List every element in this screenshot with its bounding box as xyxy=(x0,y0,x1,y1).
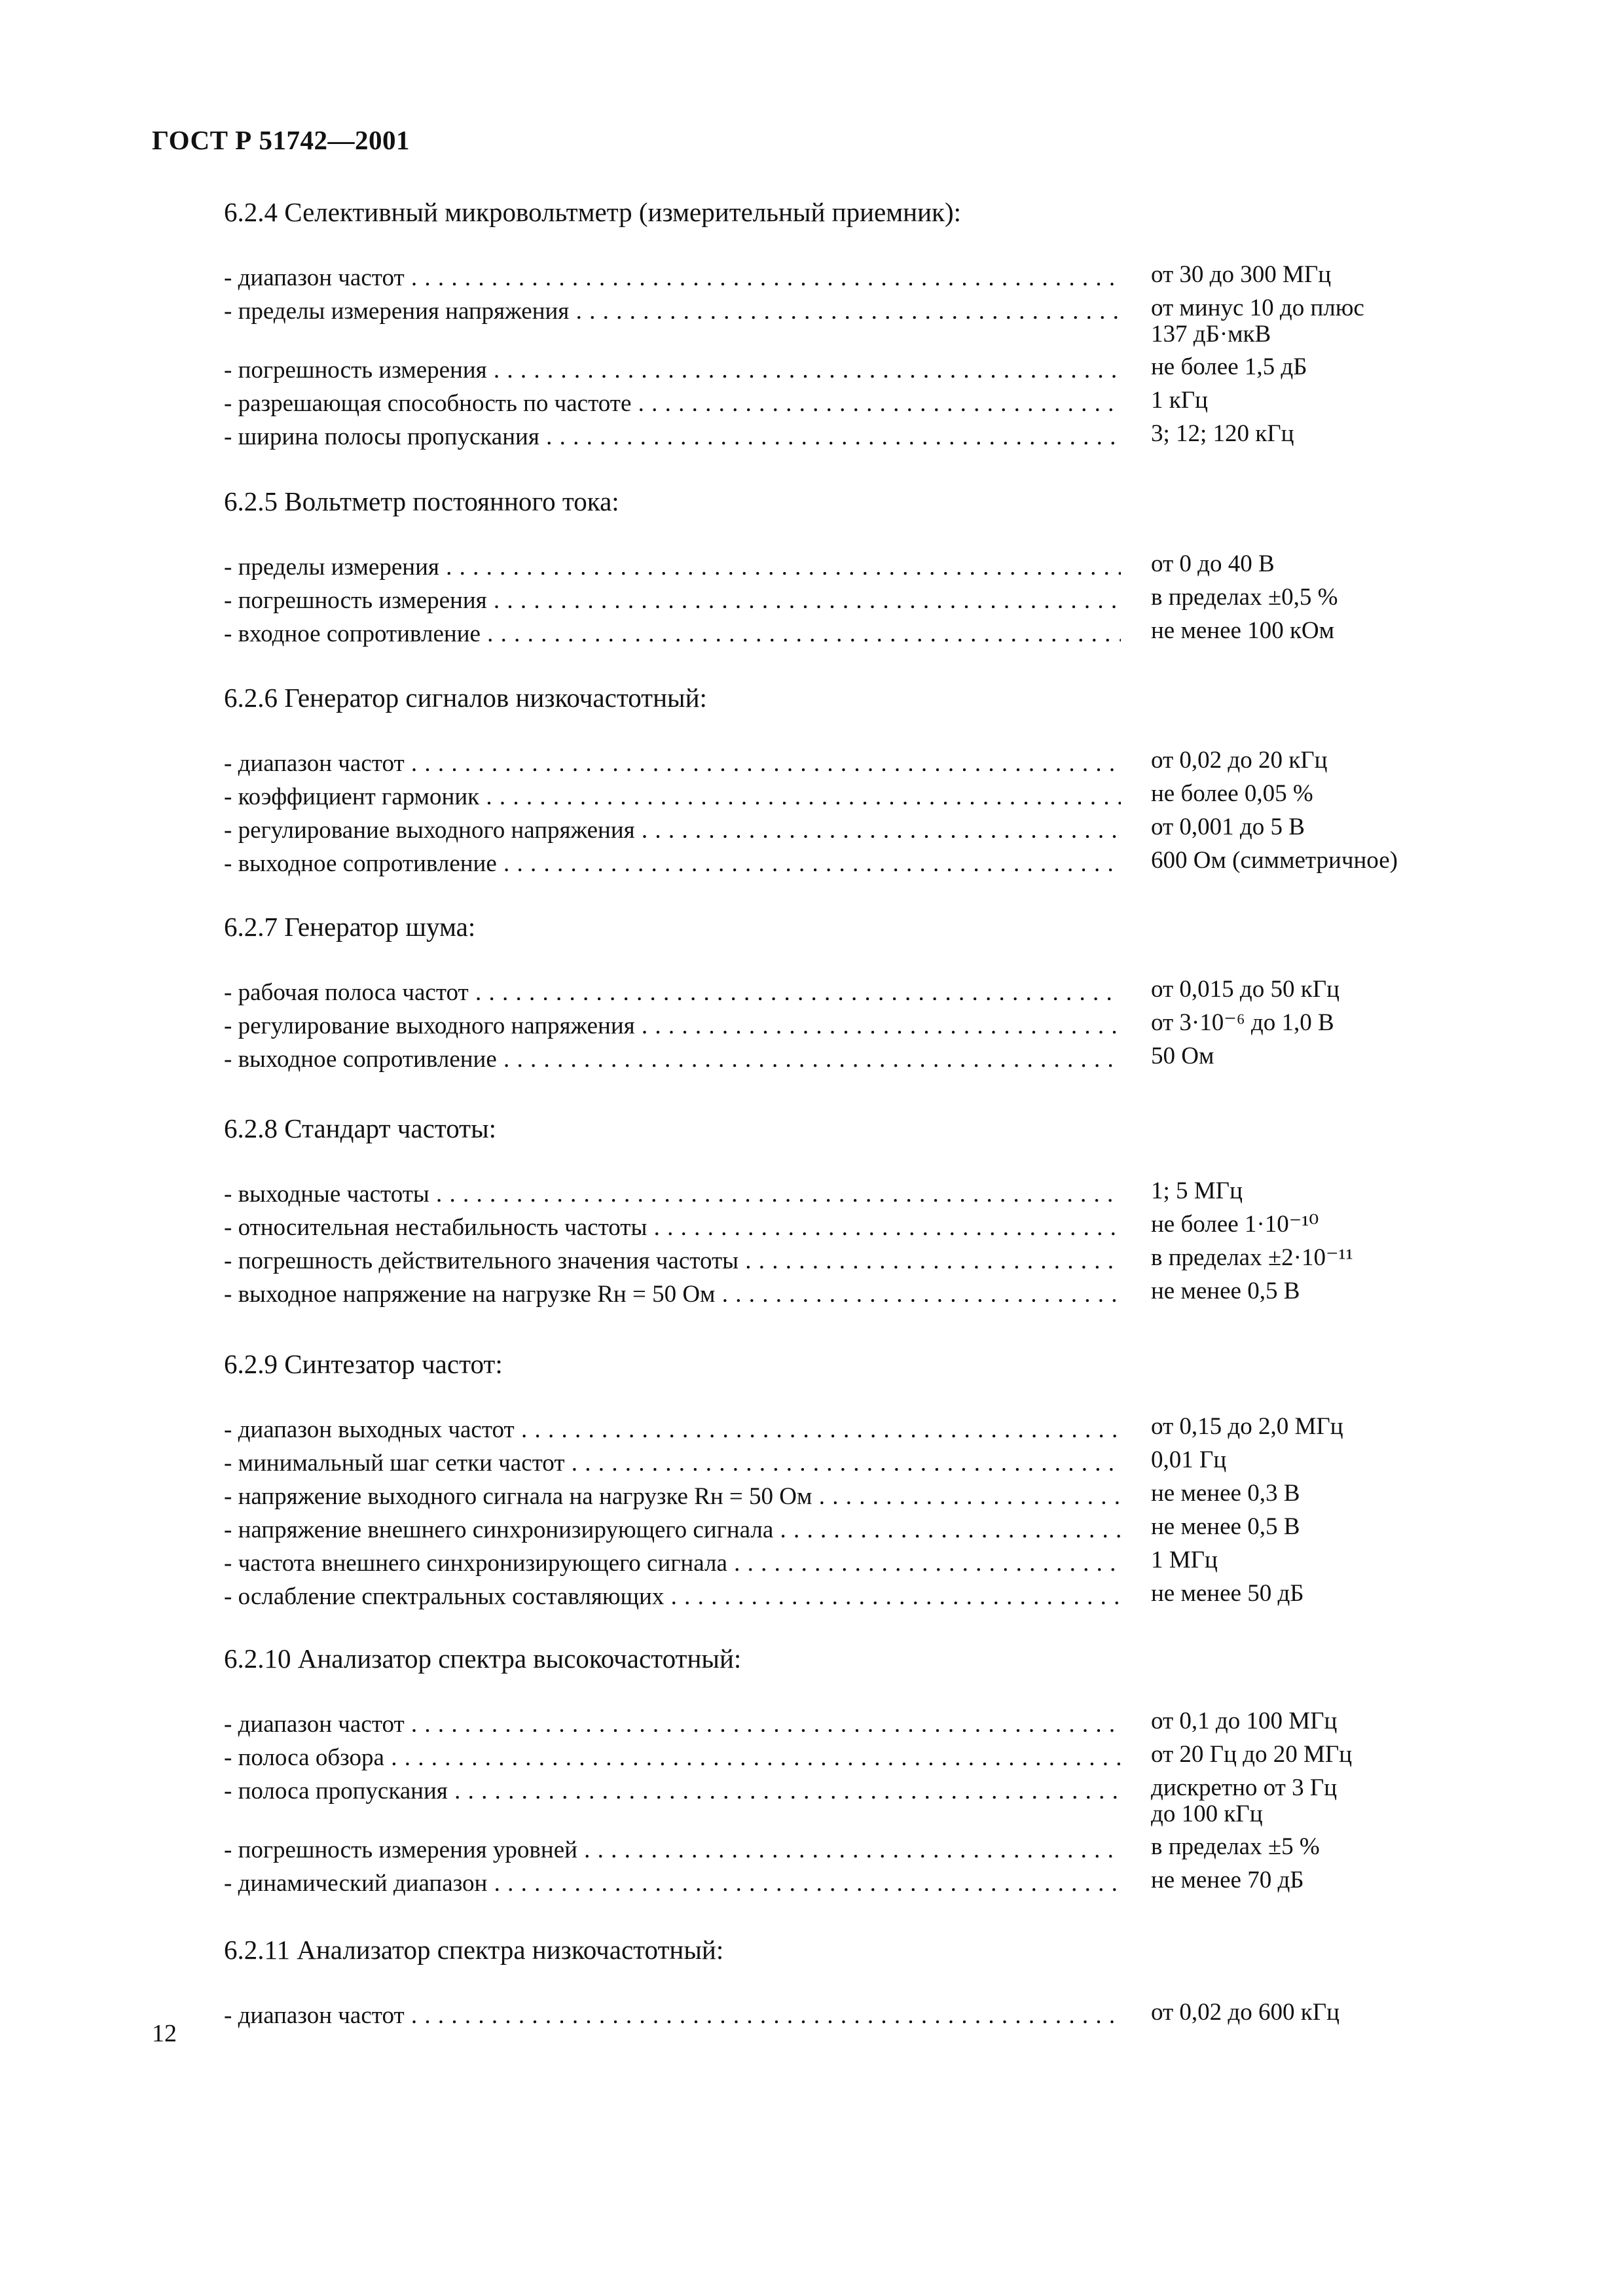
spec-row xyxy=(0,814,1623,847)
spec-value: в пределах ±5 % xyxy=(1151,1833,1320,1860)
spec-value: от 0,02 до 20 кГц xyxy=(1151,747,1328,774)
spec-row xyxy=(0,1245,1623,1278)
spec-label: - относительная нестабильность частоты . . . xyxy=(224,1211,1121,1244)
section-title: 6.2.11 Анализатор спектра низкочастотный: xyxy=(224,1935,724,1965)
spec-row xyxy=(0,781,1623,814)
spec-label: - диапазон частот . . . xyxy=(224,1708,1121,1741)
spec-row xyxy=(0,1480,1623,1513)
section-title: 6.2.7 Генератор шума: xyxy=(224,912,476,942)
spec-value: от 0,015 до 50 кГц xyxy=(1151,976,1340,1003)
spec-label: - полоса пропускания . . . xyxy=(224,1775,1121,1808)
spec-value: от 30 до 300 МГц xyxy=(1151,261,1332,288)
spec-row xyxy=(0,1178,1623,1211)
spec-row xyxy=(0,1043,1623,1076)
spec-label: - регулирование выходного напряжения . . . xyxy=(224,814,1121,847)
spec-label: - напряжение выходного сигнала на нагрузке Rн = 50 Ом . . . xyxy=(224,1480,1121,1513)
spec-row xyxy=(0,1867,1623,1900)
spec-label: - выходные частоты . . . xyxy=(224,1178,1121,1211)
spec-row xyxy=(0,1834,1623,1867)
spec-value: 3; 12; 120 кГц xyxy=(1151,420,1294,447)
spec-value: от минус 10 до плюс 137 дБ·мкВ xyxy=(1151,295,1364,348)
spec-label: - ширина полосы пропускания . . . xyxy=(224,421,1121,454)
spec-value: не менее 0,5 В xyxy=(1151,1513,1300,1540)
spec-row xyxy=(0,1447,1623,1480)
spec-value: 50 Ом xyxy=(1151,1043,1214,1069)
spec-value: не более 1,5 дБ xyxy=(1151,353,1307,380)
spec-row xyxy=(0,977,1623,1009)
spec-label: - погрешность действительного значения частоты . . . xyxy=(224,1245,1121,1278)
spec-value: 1 кГц xyxy=(1151,387,1208,414)
spec-row xyxy=(0,262,1623,295)
spec-row xyxy=(0,1414,1623,1446)
spec-value: не менее 0,5 В xyxy=(1151,1278,1300,1304)
spec-value: 0,01 Гц xyxy=(1151,1446,1227,1473)
spec-row xyxy=(0,1581,1623,1613)
spec-label: - выходное сопротивление . . . xyxy=(224,1043,1121,1076)
spec-value: 1 МГц xyxy=(1151,1547,1218,1573)
spec-label: - рабочая полоса частот . . . xyxy=(224,977,1121,1009)
section-title: 6.2.9 Синтезатор частот: xyxy=(224,1349,503,1379)
spec-row xyxy=(0,848,1623,880)
document-header: ГОСТ Р 51742—2001 xyxy=(152,125,410,155)
spec-row xyxy=(0,1742,1623,1774)
spec-label: - погрешность измерения . . . xyxy=(224,584,1121,617)
spec-row xyxy=(0,1010,1623,1043)
spec-label: - полоса обзора . . . xyxy=(224,1742,1121,1774)
spec-row xyxy=(0,387,1623,420)
spec-value: 1; 5 МГц xyxy=(1151,1177,1243,1204)
spec-label: - погрешность измерения . . . xyxy=(224,354,1121,387)
spec-row xyxy=(0,1211,1623,1244)
spec-label: - выходное сопротивление . . . xyxy=(224,848,1121,880)
spec-value: от 0,15 до 2,0 МГц xyxy=(1151,1413,1343,1440)
spec-value: не менее 70 дБ xyxy=(1151,1867,1304,1893)
spec-label: - минимальный шаг сетки частот . . . xyxy=(224,1447,1121,1480)
spec-row xyxy=(0,551,1623,584)
spec-row xyxy=(0,295,1623,348)
spec-label: - коэффициент гармоник . . . xyxy=(224,781,1121,814)
spec-value: не более 1·10⁻¹⁰ xyxy=(1151,1211,1319,1238)
spec-label: - пределы измерения . . . xyxy=(224,551,1121,584)
spec-value: не менее 50 дБ xyxy=(1151,1580,1304,1607)
spec-value: не менее 100 кОм xyxy=(1151,617,1335,644)
spec-value: от 3·10⁻⁶ до 1,0 В xyxy=(1151,1009,1334,1036)
spec-value: 600 Ом (симметричное) xyxy=(1151,847,1398,874)
spec-value: в пределах ±2·10⁻¹¹ xyxy=(1151,1244,1353,1271)
section-title: 6.2.6 Генератор сигналов низкочастотный: xyxy=(224,683,707,713)
spec-value: от 0,02 до 600 кГц xyxy=(1151,1999,1340,2026)
spec-label: - выходное напряжение на нагрузке Rн = 50 Ом . . . xyxy=(224,1278,1121,1311)
spec-row xyxy=(0,1708,1623,1741)
spec-value: не менее 0,3 В xyxy=(1151,1480,1300,1507)
spec-label: - регулирование выходного напряжения . . . xyxy=(224,1010,1121,1043)
spec-value: в пределах ±0,5 % xyxy=(1151,584,1338,611)
spec-row xyxy=(0,421,1623,454)
spec-label: - ослабление спектральных составляющих . . . xyxy=(224,1581,1121,1613)
section-title: 6.2.10 Анализатор спектра высокочастотный: xyxy=(224,1643,742,1674)
spec-row xyxy=(0,2000,1623,2032)
spec-row xyxy=(0,618,1623,651)
spec-value: от 0 до 40 В xyxy=(1151,550,1275,577)
spec-row xyxy=(0,1514,1623,1547)
section-title: 6.2.5 Вольтметр постоянного тока: xyxy=(224,486,619,516)
spec-value: от 0,1 до 100 МГц xyxy=(1151,1708,1338,1734)
spec-label: - разрешающая способность по частоте . . . xyxy=(224,387,1121,420)
spec-value: от 0,001 до 5 В xyxy=(1151,814,1305,840)
spec-label: - диапазон частот . . . xyxy=(224,747,1121,780)
spec-label: - входное сопротивление . . . xyxy=(224,618,1121,651)
spec-row xyxy=(0,1547,1623,1580)
spec-label: - частота внешнего синхронизирующего сигнала . . . xyxy=(224,1547,1121,1580)
spec-row xyxy=(0,1774,1623,1827)
page-number: 12 xyxy=(152,2020,177,2047)
spec-row xyxy=(0,584,1623,617)
spec-row xyxy=(0,1278,1623,1311)
spec-label: - погрешность измерения уровней . . . xyxy=(224,1834,1121,1867)
spec-value: от 20 Гц до 20 МГц xyxy=(1151,1741,1353,1768)
spec-row xyxy=(0,354,1623,387)
section-title: 6.2.4 Селективный микровольтметр (измерительный приемник): xyxy=(224,197,962,227)
spec-label: - пределы измерения напряжения . . . xyxy=(224,295,1121,328)
spec-label: - диапазон выходных частот . . . xyxy=(224,1414,1121,1446)
spec-row xyxy=(0,747,1623,780)
spec-label: - динамический диапазон . . . xyxy=(224,1867,1121,1900)
spec-label: - диапазон частот . . . xyxy=(224,2000,1121,2032)
spec-value: дискретно от 3 Гц до 100 кГц xyxy=(1151,1774,1338,1827)
spec-label: - диапазон частот . . . xyxy=(224,262,1121,295)
section-title: 6.2.8 Стандарт частоты: xyxy=(224,1113,497,1143)
spec-label: - напряжение внешнего синхронизирующего сигнала . . . xyxy=(224,1514,1121,1547)
spec-value: не более 0,05 % xyxy=(1151,780,1313,807)
